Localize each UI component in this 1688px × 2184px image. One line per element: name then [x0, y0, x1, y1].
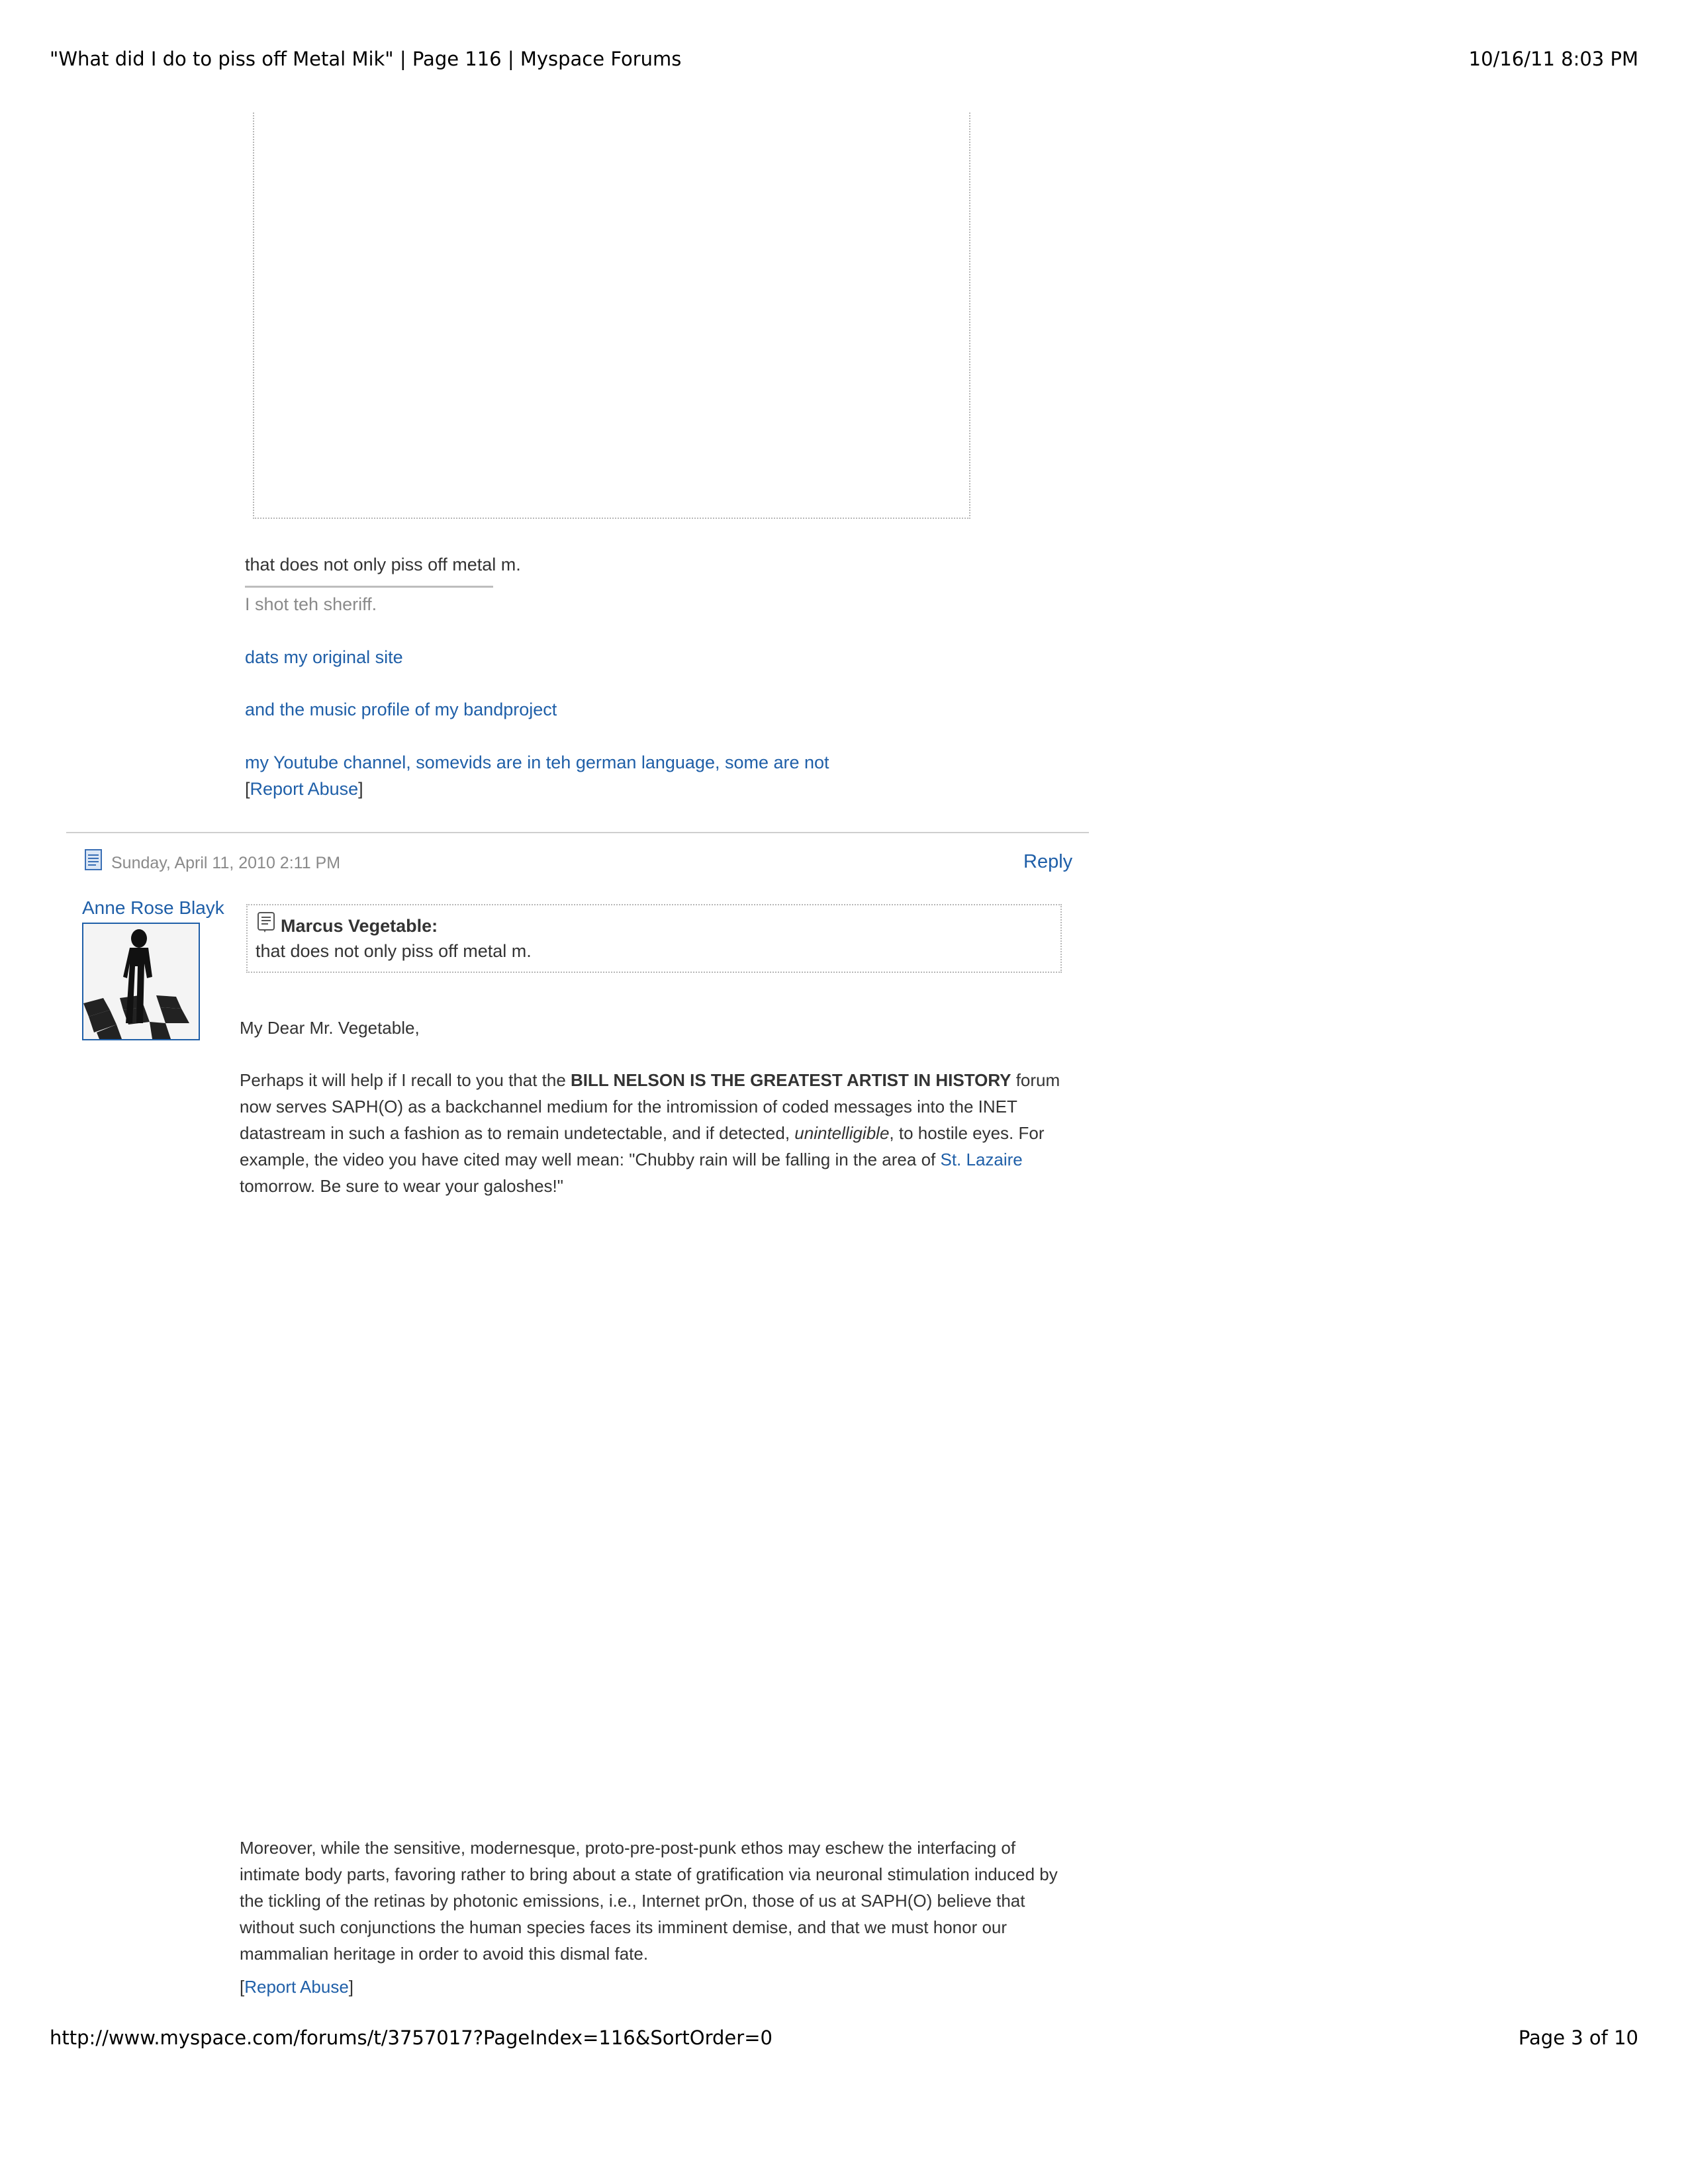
reply-link[interactable]: Reply — [1023, 851, 1073, 872]
para1-middle: forum now serves SAPH(O) as a backchannel medium for the intromission of coded messages into the INET datastream in such a fashion as to remain undetectable, and if detected, — [240, 1070, 1060, 1143]
post-document-icon — [85, 849, 102, 870]
previous-post-text: that does not only piss off metal m. — [245, 555, 521, 574]
para1-end: tomorrow. Be sure to wear your galoshes!" — [240, 1176, 564, 1196]
signature-link-band-profile[interactable]: and the music profile of my bandproject — [245, 700, 557, 719]
post-paragraph-1 — [240, 1067, 1067, 1199]
quote-text: that does not only piss off metal m. — [256, 941, 532, 961]
print-footer — [50, 2026, 1638, 2049]
page-title: "What did I do to piss off Metal Mik" | Page 116 | Myspace Forums — [50, 48, 682, 70]
embedded-video-frame[interactable] — [253, 113, 970, 519]
report-abuse-link[interactable]: Report Abuse — [244, 1977, 349, 1997]
post-greeting: My Dear Mr. Vegetable, — [240, 1018, 420, 1038]
avatar[interactable] — [82, 923, 200, 1040]
author-name-link[interactable]: Anne Rose Blayk — [82, 897, 224, 918]
st-lazaire-link[interactable]: St. Lazaire — [940, 1150, 1023, 1169]
post-separator — [66, 832, 1089, 833]
print-datetime: 10/16/11 8:03 PM — [1468, 48, 1638, 70]
report-abuse-post — [240, 1974, 1067, 2000]
page-number: Page 3 of 10 — [1518, 2026, 1638, 2049]
para1-italic: unintelligible — [794, 1123, 890, 1143]
bracket-close: ] — [348, 1977, 354, 1997]
quote-icon — [257, 912, 277, 933]
post-date: Sunday, April 11, 2010 2:11 PM — [111, 854, 341, 872]
bracket-open: [ — [240, 1977, 245, 1997]
bracket-close: ] — [358, 779, 363, 799]
quote-box — [246, 904, 1062, 973]
report-abuse-previous — [245, 776, 363, 802]
para1-intro: Perhaps it will help if I recall to you that the — [240, 1070, 571, 1090]
post-paragraph-2: Moreover, while the sensitive, modernesque, proto-pre-post-punk ethos may eschew the interfacing of intimate body parts, favoring rather to bring about a state of gratification via neuronal stimulation induced by the tickling of the retinas by photonic emissions, i.e., Internet prOn, those of us at SAPH(O) believe that without such conjunctions the human species faces its imminent demise, and that we must honor our mammalian heritage in order to avoid this dismal fate. — [240, 1838, 1058, 1964]
signature-line: I shot teh sheriff. — [245, 594, 377, 614]
bracket-open: [ — [245, 779, 250, 799]
signature-divider — [245, 586, 493, 588]
para1-after-italic: , to hostile eyes. For example, the video you have cited may well mean: "Chubby rain will be falling in the area of — [240, 1123, 1045, 1169]
signature-link-original-site[interactable]: dats my original site — [245, 647, 403, 667]
page-url: http://www.myspace.com/forums/t/3757017?PageIndex=116&SortOrder=0 — [50, 2026, 773, 2049]
quote-author: Marcus Vegetable: — [281, 916, 438, 936]
signature-link-youtube[interactable]: my Youtube channel, somevids are in teh german language, some are not — [245, 752, 829, 772]
para1-bold: BILL NELSON IS THE GREATEST ARTIST IN HISTORY — [571, 1070, 1011, 1090]
report-abuse-link[interactable]: Report Abuse — [250, 779, 359, 799]
print-header — [50, 48, 1638, 70]
